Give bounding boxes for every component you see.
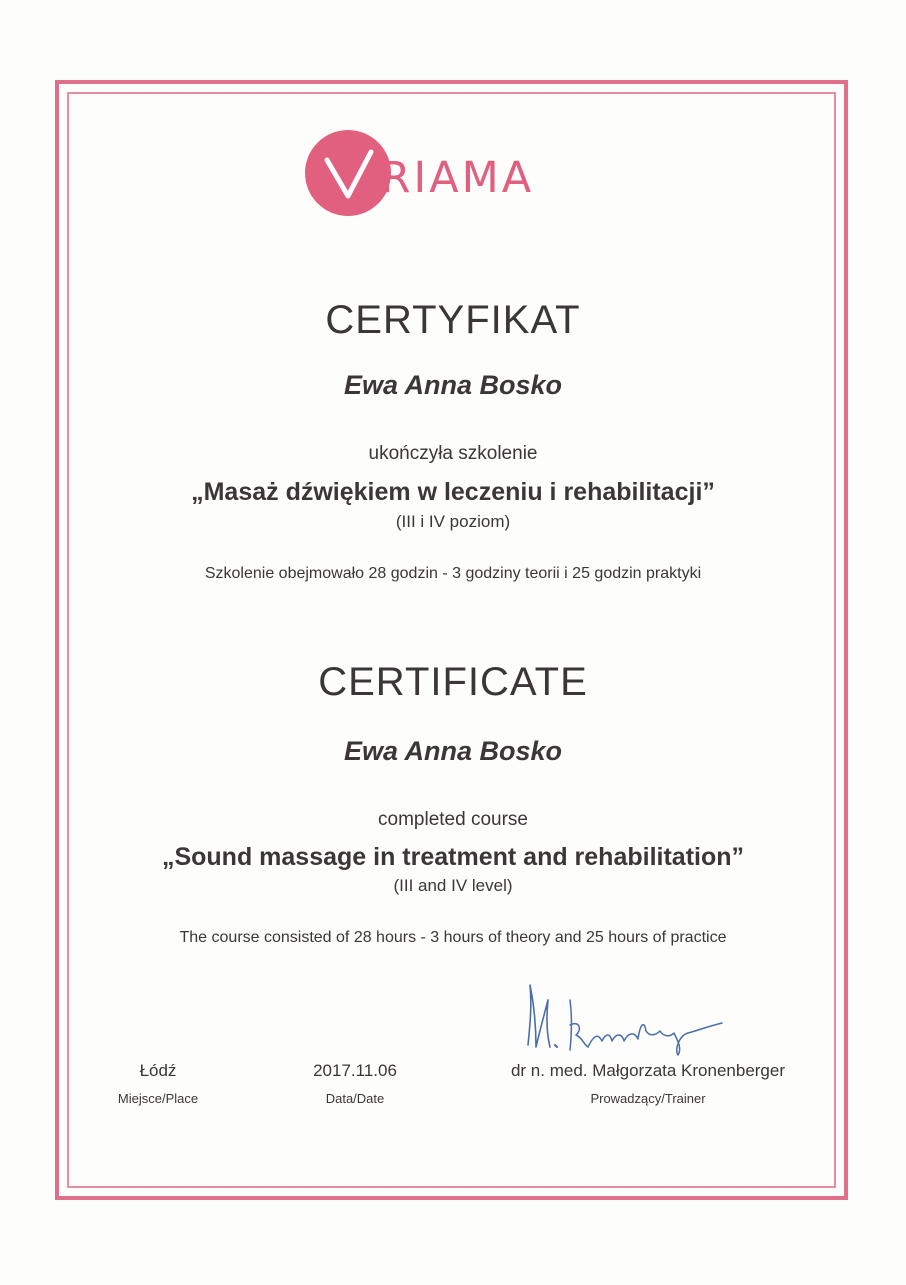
course-level-pl: (III i IV poziom) — [395, 512, 511, 531]
viriama-logo — [305, 130, 605, 220]
certificate-title-pl: CERTYFIKAT — [325, 298, 581, 342]
course-title-pl: „Masaż dźwiękiem w leczeniu i rehabilitacji” — [191, 478, 715, 506]
trainer-label: Prowadzący/Trainer — [590, 1091, 706, 1106]
completed-text-pl: ukończyła szkolenie — [368, 443, 538, 464]
course-level-en: (III and IV level) — [393, 876, 513, 895]
logo-wordmark — [365, 152, 603, 213]
course-title-en: „Sound massage in treatment and rehabilitation” — [161, 843, 745, 871]
trainer-value: dr n. med. Małgorzata Kronenberger — [510, 1061, 786, 1080]
place-value: Łódź — [139, 1061, 177, 1080]
date-label: Data/Date — [325, 1091, 385, 1106]
place-label: Miejsce/Place — [117, 1091, 199, 1106]
hours-info-pl: Szkolenie obejmowało 28 godzin - 3 godziny teorii i 25 godzin praktyki — [204, 565, 702, 582]
recipient-name-pl: Ewa Anna Bosko — [343, 370, 563, 400]
hours-info-en: The course consisted of 28 hours - 3 hours of theory and 25 hours of practice — [179, 929, 727, 946]
trainer-signature — [510, 975, 740, 1060]
date-value: 2017.11.06 — [313, 1061, 397, 1080]
recipient-name-en: Ewa Anna Bosko — [343, 736, 563, 766]
completed-text-en: completed course — [378, 809, 528, 830]
certificate-title-en: CERTIFICATE — [318, 660, 588, 704]
svg-text:IRIAMA: IRIAMA — [365, 153, 535, 202]
